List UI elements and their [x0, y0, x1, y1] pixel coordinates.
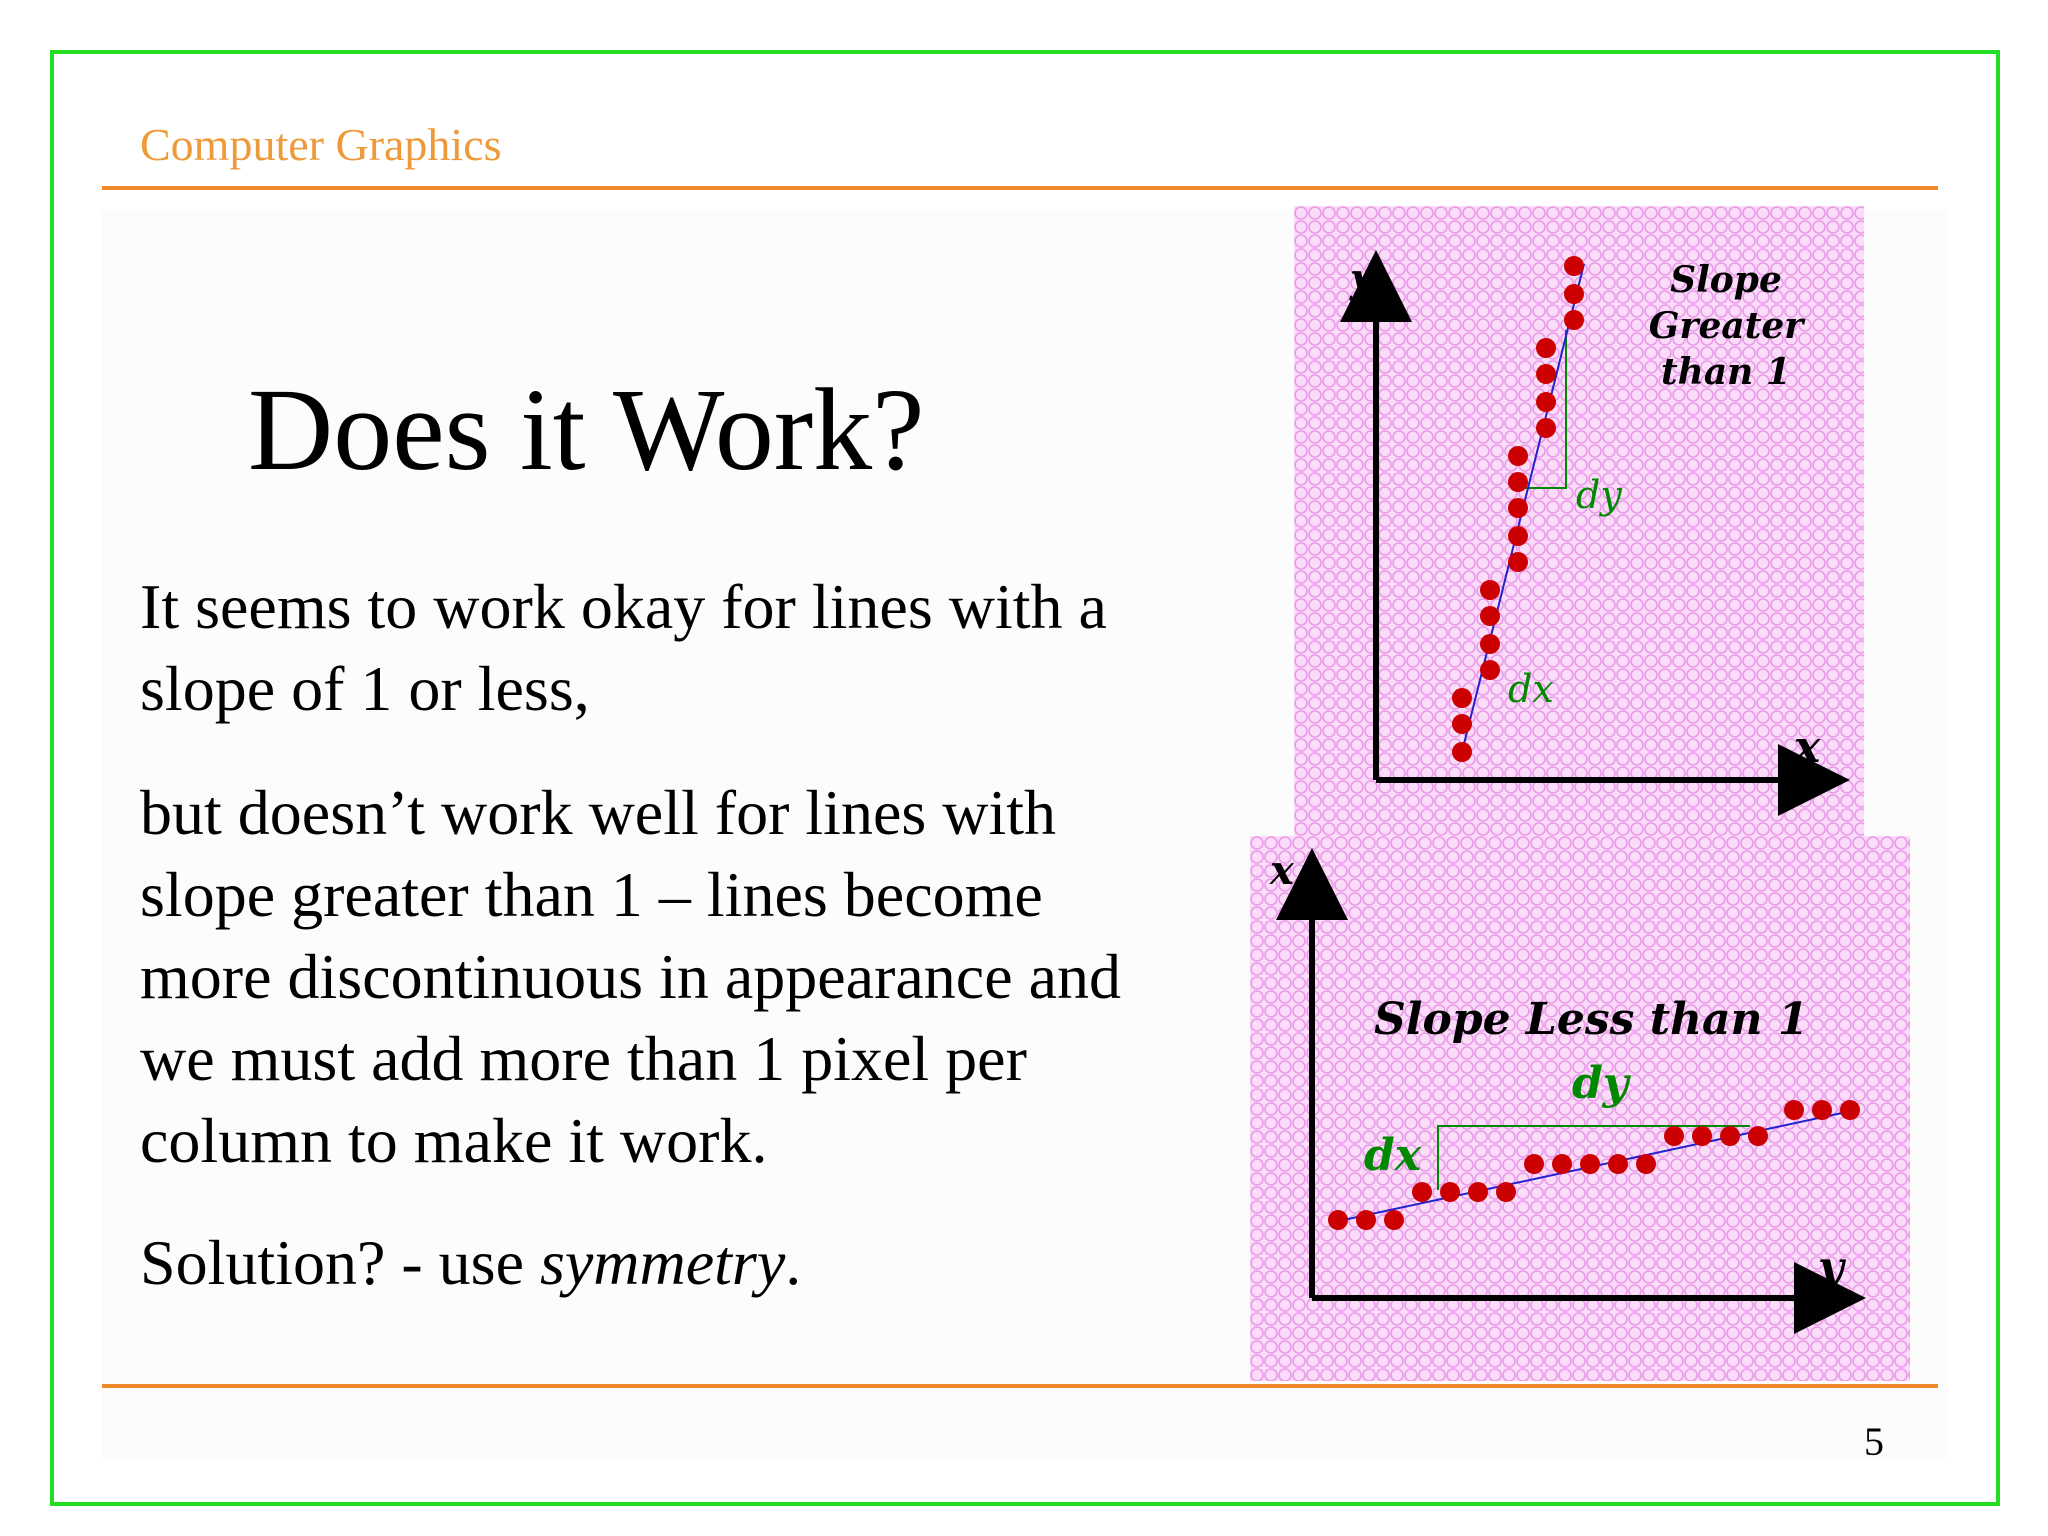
caption: Slope Less than 1 [1374, 994, 1809, 1045]
figure-slope-less [1250, 836, 1910, 1381]
paragraph-solution [140, 1222, 1180, 1304]
pixel-dot [1552, 1154, 1572, 1174]
pixel-dot [1508, 526, 1528, 546]
pixel-dot [1692, 1126, 1712, 1146]
caption-line-2: Greater [1648, 305, 1804, 347]
dx-label: dx [1364, 1130, 1421, 1181]
caption-line-1: Slope [1670, 259, 1782, 301]
pixel-dot [1508, 498, 1528, 518]
figure-slope-greater [1294, 206, 1864, 836]
pixel-dot [1524, 1154, 1544, 1174]
slide-title: Does it Work? [248, 364, 925, 495]
pixel-dot [1564, 284, 1584, 304]
pixel-dot [1564, 256, 1584, 276]
pixel-dot [1636, 1154, 1656, 1174]
header-divider [102, 186, 1938, 190]
pixel-dot [1840, 1100, 1860, 1120]
pixel-dot [1720, 1126, 1740, 1146]
solution-suffix: . [785, 1227, 802, 1298]
pixel-dot [1480, 660, 1500, 680]
pixel-dot [1508, 446, 1528, 466]
x-axis-label: x [1794, 722, 1821, 773]
page-number: 5 [1864, 1419, 1884, 1464]
pixel-dot [1452, 742, 1472, 762]
pixel-dot [1748, 1126, 1768, 1146]
pixel-dot [1480, 634, 1500, 654]
pixel-dot [1480, 606, 1500, 626]
pixel-dot [1508, 472, 1528, 492]
footer-divider [102, 1384, 1938, 1388]
pixel-dot [1608, 1154, 1628, 1174]
pixel-dot [1812, 1100, 1832, 1120]
solution-prefix: Solution? - use [140, 1227, 540, 1298]
dy-label: dy [1576, 473, 1622, 517]
dy-label: dy [1572, 1058, 1629, 1109]
dx-label: dx [1508, 667, 1554, 711]
slide-header: Computer Graphics [140, 119, 502, 170]
pixel-dot [1508, 552, 1528, 572]
pixel-dot [1664, 1126, 1684, 1146]
vertical-axis-label: x [1270, 847, 1294, 894]
pixel-dot [1536, 338, 1556, 358]
pixel-dot [1480, 580, 1500, 600]
y-axis-label: y [1350, 255, 1374, 302]
pixel-dot [1564, 310, 1584, 330]
pixel-dot [1536, 364, 1556, 384]
pixel-dot [1784, 1100, 1804, 1120]
pixel-dot [1452, 688, 1472, 708]
pixel-dot [1412, 1182, 1432, 1202]
pixel-dot [1384, 1210, 1404, 1230]
solution-emphasis: symmetry [539, 1227, 786, 1298]
pixel-dot [1468, 1182, 1488, 1202]
pixel-dot [1496, 1182, 1516, 1202]
caption-line-3: than 1 [1661, 351, 1791, 393]
pixel-dot [1440, 1182, 1460, 1202]
pixel-dot [1328, 1210, 1348, 1230]
pixel-dot [1580, 1154, 1600, 1174]
pixel-dot [1452, 714, 1472, 734]
horizontal-axis-label: y [1818, 1242, 1844, 1293]
paragraph-slope-greater: but doesn’t work well for lines with slope greater than 1 – lines become more discontinuous in appearance and we must add more than 1 pixel per column to make it work. [140, 777, 1121, 1176]
pixel-dot [1356, 1210, 1376, 1230]
paragraph-slope-less: It seems to work okay for lines with a slope of 1 or less, [140, 571, 1107, 724]
pixel-dot [1536, 418, 1556, 438]
pixel-dot [1536, 392, 1556, 412]
